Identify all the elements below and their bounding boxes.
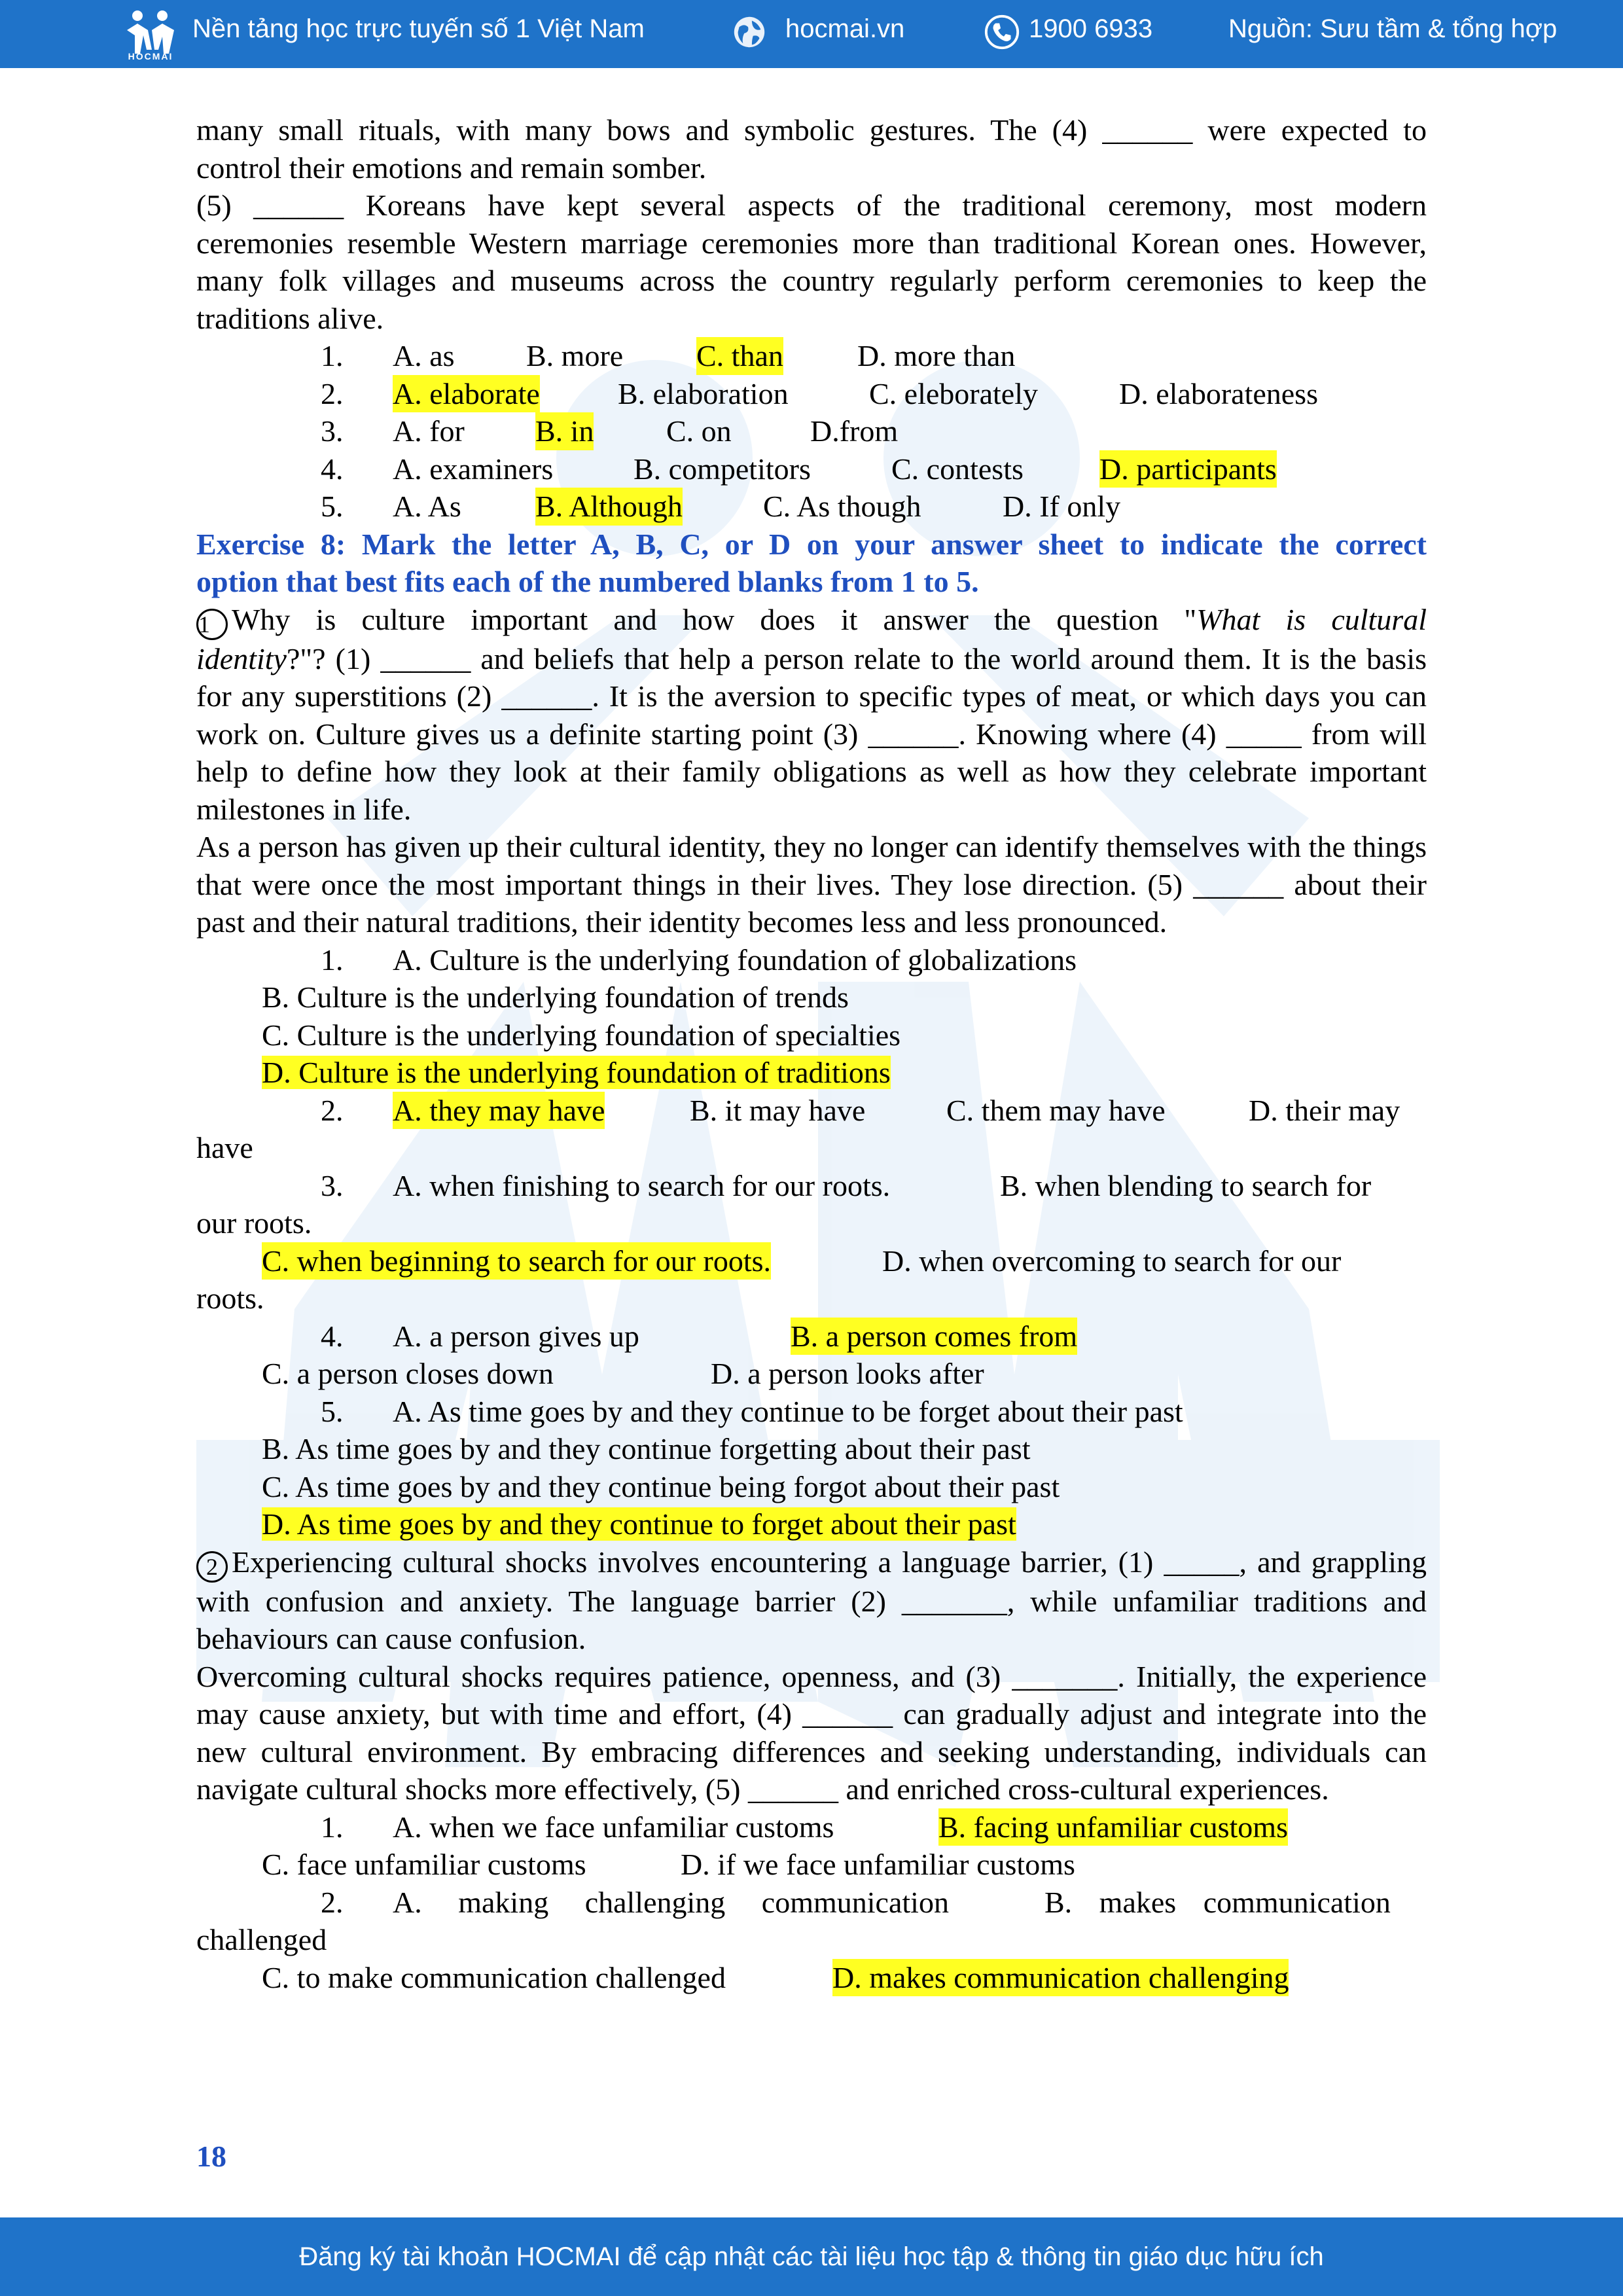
option-a: A. a person gives up [393,1319,639,1353]
passage-text [196,640,1427,829]
passage-text-part: Experiencing cultural shocks involves encountering a language barrier, (1) _____, and grappling with confusion and anxiety. The language barrier (2) _______, while unfamiliar traditions and behaviours can cause confusion. [196,1545,1427,1655]
option-b: B. when blending to search for [1000,1168,1372,1202]
question-number: 2. [321,1093,344,1127]
question-number: 3. [321,414,344,448]
option-c-answer: C. than [696,337,783,375]
option-wrap: roots. [196,1282,264,1315]
option-c: C. eleborately [869,376,1039,410]
option-a: A. when we face unfamiliar customs [393,1810,834,1844]
option-d-answer [196,1505,1427,1543]
option-c: C. on [666,414,732,448]
option-row [196,1884,1427,1922]
passage-text: Overcoming cultural shocks requires patience, openness, and (3) _______. Initially, the experience may cause anxiety, but with time and effort, (4) ______ can gradually adjust and integrate into the new cultural environment. By embracing differences and seeking understanding, individuals can navigate cultural shocks more effectively, (5) ______ and enriched cross-cultural experiences. [196,1659,1427,1806]
option-row [196,1846,1427,1884]
option-b: B. more [526,339,624,372]
option-c: C. As time goes by and they continue being forgot about their past [262,1469,1060,1503]
option-a: A. making challenging communication [393,1885,949,1919]
option-row [196,1959,1427,1997]
option-a: A. As time goes by and they continue to be forget about their past [393,1394,1183,1428]
question-number: 2. [321,1885,344,1919]
footer-bar [0,2217,1623,2296]
question-number: 1. [321,1810,344,1844]
option-row [196,1318,1427,1355]
option-wrap: have [196,1131,253,1164]
option-d: D. If only [1003,490,1121,523]
passage-text: control their emotions and remain somber. [196,151,707,185]
option-b-answer: B. facing unfamiliar customs [938,1808,1288,1846]
option-d-answer [196,1054,1427,1092]
option-d: D. more than [857,339,1016,372]
option-d-answer: D. makes communication challenging [832,1959,1289,1997]
question-number: 4. [321,452,344,486]
option-a: A. As [393,490,461,523]
option-row [196,412,1427,450]
option-c: C. As though [763,490,921,523]
passage-italic: identity [196,641,287,675]
option-row [196,1092,1427,1130]
question-number: 1. [321,942,344,977]
page-number: 18 [196,2140,226,2173]
option-row [196,1808,1427,1846]
option-b: B. elaboration [618,376,789,410]
option-d: D. a person looks after [711,1357,984,1390]
option-b: B. makes communication [1044,1885,1391,1919]
option-wrap: challenged [196,1923,327,1956]
option-d: D. elaborateness [1119,376,1318,410]
option-b-answer: B. in [535,412,594,450]
option-d: D. if we face unfamiliar customs [681,1848,1075,1881]
header-tagline: Nền tảng học trực tuyến số 1 Việt Nam [192,14,645,43]
option-a-answer: A. elaborate [393,375,540,413]
document-body [196,111,1427,1996]
option-c: C. to make communication challenged [262,1960,726,1994]
question-number: 5. [321,490,344,523]
option-c-answer: C. when beginning to search for our roots. [262,1242,771,1280]
option-row [196,488,1427,526]
option-a-answer: A. they may have [393,1092,605,1130]
passage-text: (5) ______ Koreans have kept several aspects of the traditional ceremony, most modern [196,188,1427,222]
option-d: D. their may [1249,1093,1400,1127]
option-wrap: our roots. [196,1206,312,1240]
passage-text-part: ?"? (1) ______ and beliefs that help a person relate to the world around them. It is the basis for any superstitions (2) ______. It is the aversion to specific types of meat, or which days you can work on. Culture gives us a definite starting point (3) ______. Knowing where (4) _____ from will help to define how they look at their family obligations as well as how they celebrate important milestones in life. [196,641,1427,826]
option-c: C. contests [891,452,1024,486]
answer-highlight: D. As time goes by and they continue to forget about their past [262,1507,1016,1541]
option-a: A. for [393,414,465,448]
logo-text: HOCMAI [128,51,173,62]
option-b-answer: B. Although [535,488,683,526]
question-number: 2. [321,376,344,410]
hotline-number[interactable]: 1900 6933 [1029,14,1153,43]
option-c: C. face unfamiliar customs [262,1848,586,1881]
option-b: B. As time goes by and they continue forgetting about their past [262,1432,1031,1465]
passage-marker: 1 [196,609,228,640]
passage-text: many small rituals, with many bows and symbolic gestures. The (4) ______ were expected to [196,113,1427,147]
passage-text-part: Why is culture important and how does it answer the question " [232,602,1197,636]
exercise-title: option that best fits each of the numbered blanks from 1 to 5. [196,565,979,598]
option-b: B. it may have [690,1093,866,1127]
option-c: C. a person closes down [262,1357,554,1390]
option-row [196,375,1427,413]
option-d: D. when overcoming to search for our [882,1244,1342,1278]
option-b: B. Culture is the underlying foundation of trends [262,980,849,1014]
exercise-title: Exercise 8: Mark the letter A, B, C, or D on your answer sheet to indicate the correct [196,527,1427,561]
option-row [196,1355,1427,1393]
passage-text [196,601,1427,640]
option-a: A. when finishing to search for our roots. [393,1168,891,1202]
passage-text [196,1543,1427,1658]
question-number: 1. [321,339,344,372]
option-row [196,1393,1427,1431]
passage-text: ceremonies resemble Western marriage ceremonies more than traditional Korean ones. However, many folk villages and museums across the country regularly perform ceremonies to keep the traditions alive. [196,226,1427,335]
option-c: C. them may have [946,1093,1166,1127]
source-note: Nguồn: Sưu tầm & tổng hợp [1228,14,1558,43]
passage-italic: What is cultural [1196,602,1427,636]
option-row [196,1167,1427,1205]
option-row [196,941,1427,979]
option-a: A. as [393,339,455,372]
passage-text: As a person has given up their cultural identity, they no longer can identify themselves with the things that were once the most important things in their lives. They lose direction. (5) ______ about their past and their natural traditions, their identity becomes less and less pronounced. [196,830,1427,939]
option-d-answer: D. participants [1099,450,1277,488]
passage-marker: 2 [196,1551,228,1583]
answer-highlight: D. Culture is the underlying foundation of traditions [262,1056,891,1089]
website-link[interactable]: hocmai.vn [785,14,905,43]
question-number: 5. [321,1394,344,1428]
question-number: 4. [321,1319,344,1353]
option-a: A. Culture is the underlying foundation of globalizations [393,942,1077,977]
option-d: D.from [810,414,899,448]
header-bar [0,0,1623,68]
question-number: 3. [321,1168,344,1202]
phone-icon [983,13,1021,51]
option-row [196,450,1427,488]
footer-text[interactable]: Đăng ký tài khoản HOCMAI để cập nhật các tài liệu học tập & thông tin giáo dục hữu ích [299,2242,1324,2271]
option-b: B. competitors [633,452,811,486]
globe-icon [730,13,768,51]
option-row [196,337,1427,375]
option-c: C. Culture is the underlying foundation of specialties [262,1018,901,1052]
option-b-answer: B. a person comes from [791,1318,1077,1355]
option-row [196,1242,1427,1280]
option-a: A. examiners [393,452,554,486]
